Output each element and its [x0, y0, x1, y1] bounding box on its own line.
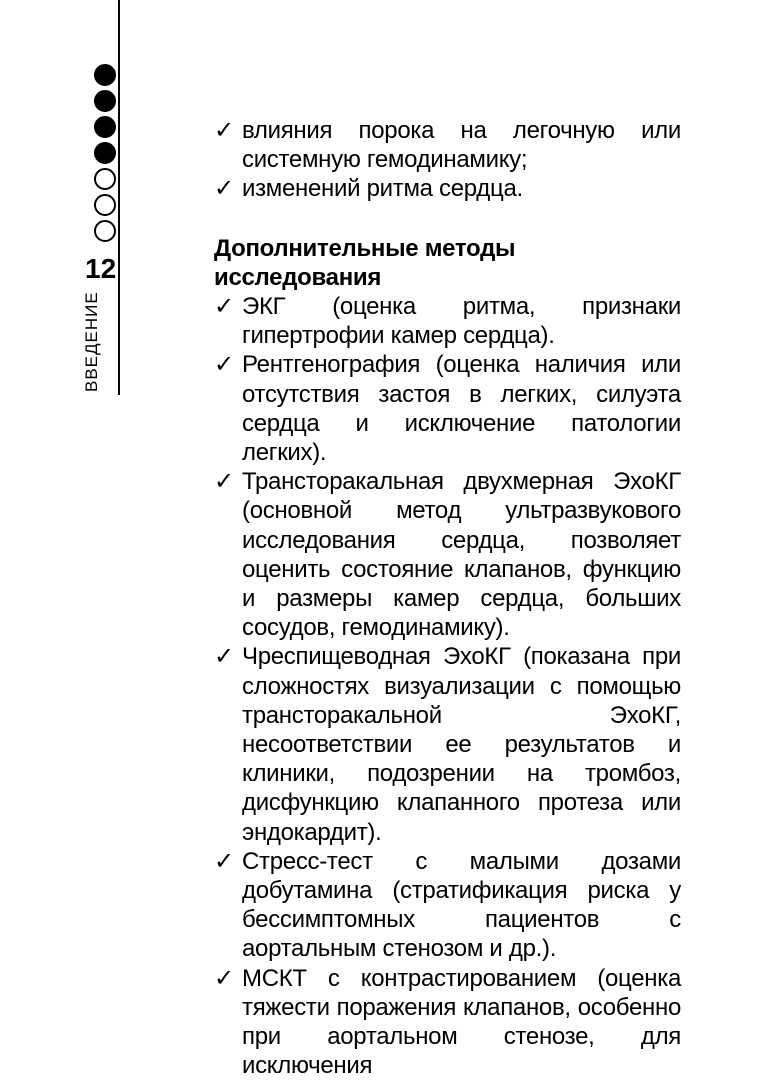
- list-item: [214, 964, 681, 1081]
- list-item: [214, 350, 681, 467]
- list-item: [214, 292, 681, 350]
- section-label: ВВЕДЕНИЕ: [82, 291, 101, 392]
- check-icon: ✓: [214, 963, 234, 992]
- list-item-text: Чреспищеводная ЭхоКГ (показана при сложностях визуализации с помощью трансторакальной ЭхоКГ, несоответствии ее результатов и клиники, подозрении на тромбоз, дисфункцию клапанного протеза или эндокардит).: [242, 643, 681, 846]
- page-body: [214, 116, 681, 1081]
- check-icon: ✓: [214, 467, 234, 496]
- list-item-text: влияния порока на легочную или системную гемодинамику;: [242, 117, 681, 174]
- check-icon: ✓: [214, 174, 234, 203]
- list-item-text: Рентгенография (оценка наличия или отсутствия застоя в легких, силуэта сердца и исключение патологии легких).: [242, 351, 681, 467]
- list-item: [214, 847, 681, 964]
- list-item: [214, 174, 681, 203]
- progress-dot-empty: [94, 220, 116, 242]
- list-item-text: Трансторакальная двухмерная ЭхоКГ (основной метод ультразвукового исследования сердца, позволяет оценить состояние клапанов, функцию и размеры камер сердца, больших сосудов, гемодинамику).: [242, 468, 681, 642]
- list-item: [214, 116, 681, 174]
- progress-dot-filled: [94, 116, 116, 138]
- progress-dot-filled: [94, 64, 116, 86]
- check-icon: ✓: [214, 116, 234, 144]
- progress-dot-filled: [94, 142, 116, 164]
- check-icon: ✓: [214, 292, 234, 321]
- page-number: 12: [85, 253, 117, 284]
- progress-dot-filled: [94, 90, 116, 112]
- list-item: [214, 642, 681, 846]
- check-icon: ✓: [214, 846, 234, 875]
- list-item-text: МСКТ с контрастированием (оценка тяжести поражения клапанов, особенно при аортальном стенозе, для исключения: [242, 964, 681, 1080]
- list-item-text: изменений ритма сердца.: [242, 175, 523, 203]
- progress-dots: [92, 64, 118, 246]
- margin-rule: [118, 0, 120, 395]
- progress-dot-empty: [94, 168, 116, 190]
- check-icon: ✓: [214, 642, 234, 671]
- list-item: [214, 467, 681, 642]
- list-item-text: ЭКГ (оценка ритма, признаки гипертрофии камер сердца).: [242, 293, 681, 350]
- progress-dot-empty: [94, 194, 116, 216]
- check-icon: ✓: [214, 350, 234, 379]
- list-item-text: Стресс-тест с малыми дозами добутамина (стратификация риска у бессимптомных пациентов с аортальным стенозом и др.).: [242, 847, 681, 963]
- methods-list: [214, 292, 681, 1080]
- top-list: [214, 116, 681, 204]
- section-heading: Дополнительные методы исследования: [214, 234, 516, 291]
